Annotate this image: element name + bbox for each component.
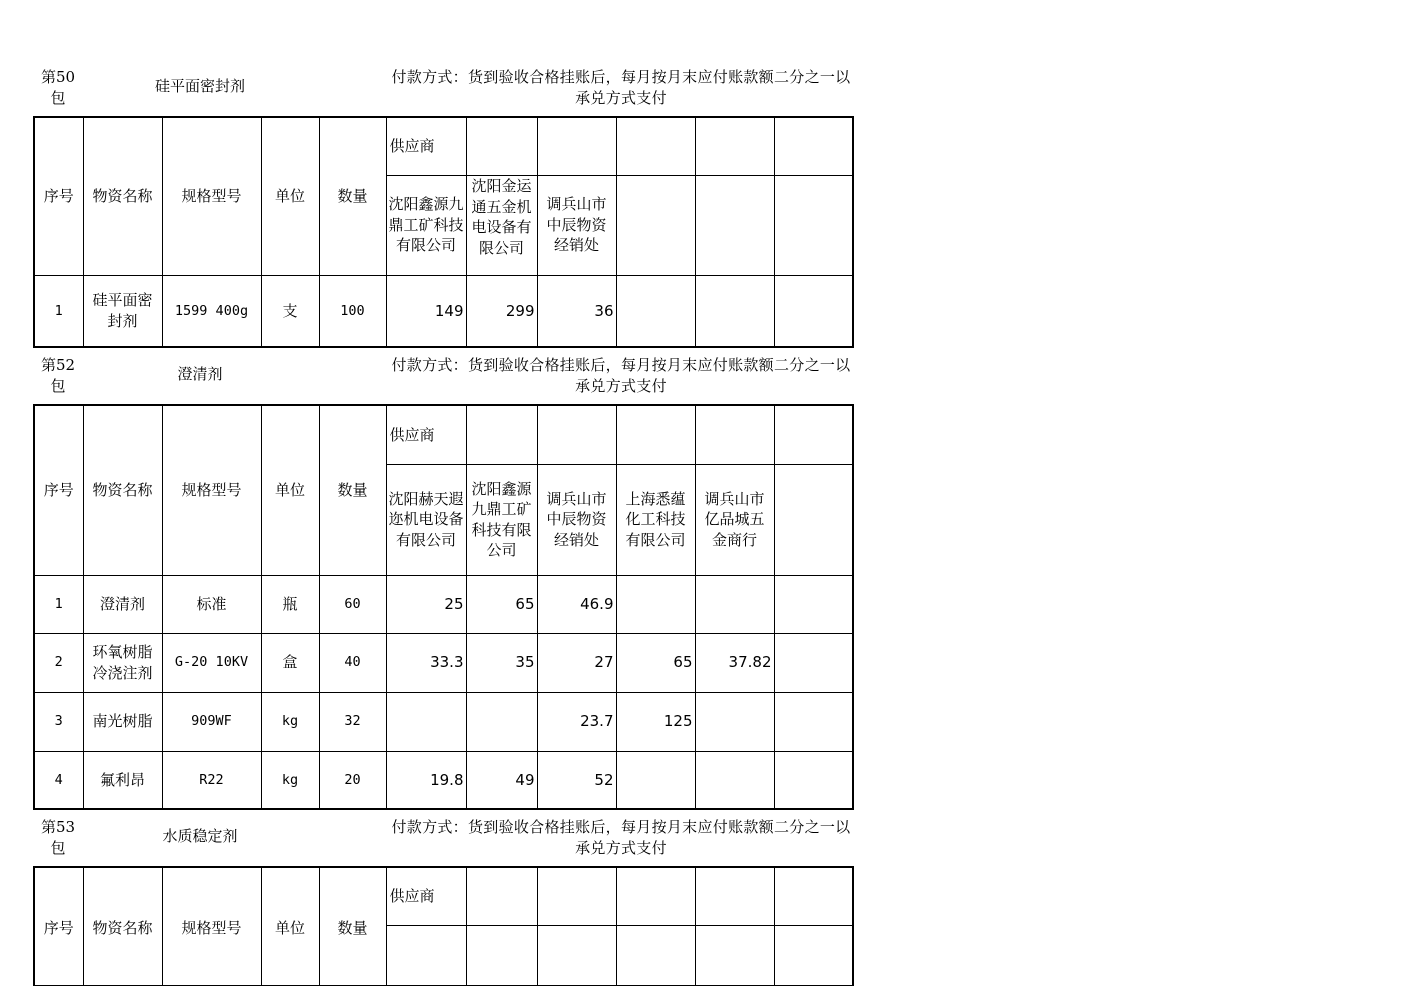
row-name: 澄清剂 <box>83 575 162 633</box>
row-price <box>695 751 774 809</box>
header-seq: 序号 <box>34 117 83 275</box>
row-price <box>386 692 466 751</box>
row-name: 硅平面密封剂 <box>83 275 162 347</box>
header-unit: 单位 <box>261 405 319 575</box>
supplier-name: 沈阳鑫源九鼎工矿科技有限公司 <box>466 464 537 575</box>
row-spec: G-20 10KV <box>162 633 261 692</box>
header-blank <box>616 867 695 925</box>
package-header-53 <box>33 817 855 861</box>
supplier-name: 上海悉蕴化工科技有限公司 <box>616 464 695 575</box>
package-name: 澄清剂 <box>177 365 223 383</box>
header-seq: 序号 <box>34 405 83 575</box>
supplier-name: 沈阳赫天遐迩机电设备有限公司 <box>386 464 466 575</box>
header-blank <box>774 117 853 175</box>
header-blank <box>695 117 774 175</box>
row-unit: 支 <box>261 275 319 347</box>
row-price <box>466 692 537 751</box>
row-price <box>695 275 774 347</box>
row-spec: R22 <box>162 751 261 809</box>
row-name: 南光树脂 <box>83 692 162 751</box>
header-unit: 单位 <box>261 867 319 985</box>
package-number: 第52 包 <box>40 356 76 395</box>
header-blank <box>466 867 537 925</box>
row-price <box>616 751 695 809</box>
row-spec: 909WF <box>162 692 261 751</box>
header-blank <box>537 405 616 464</box>
header-supplier: 供应商 <box>386 117 466 175</box>
row-price: 52 <box>537 751 616 809</box>
row-price: 35 <box>466 633 537 692</box>
row-price <box>774 692 853 751</box>
supplier-name <box>616 175 695 275</box>
row-unit: kg <box>261 692 319 751</box>
row-price: 33.3 <box>386 633 466 692</box>
row-price: 149 <box>386 275 466 347</box>
row-price <box>774 575 853 633</box>
row-unit: 盒 <box>261 633 319 692</box>
row-name: 氟利昂 <box>83 751 162 809</box>
row-price <box>774 275 853 347</box>
package-number: 第53 包 <box>40 818 76 857</box>
package-name: 硅平面密封剂 <box>154 77 245 95</box>
table-row <box>34 633 853 692</box>
row-name: 环氧树脂冷浇注剂 <box>83 633 162 692</box>
table-row <box>34 751 853 809</box>
row-price: 65 <box>616 633 695 692</box>
row-seq: 1 <box>34 275 83 347</box>
quote-table-53 <box>33 866 854 986</box>
header-blank <box>537 867 616 925</box>
row-unit: kg <box>261 751 319 809</box>
header-blank <box>695 867 774 925</box>
row-spec: 标准 <box>162 575 261 633</box>
supplier-name <box>695 175 774 275</box>
header-blank <box>616 117 695 175</box>
row-price <box>695 692 774 751</box>
row-unit: 瓶 <box>261 575 319 633</box>
table-row <box>34 692 853 751</box>
row-price: 125 <box>616 692 695 751</box>
row-price <box>616 575 695 633</box>
header-name: 物资名称 <box>83 117 162 275</box>
supplier-name <box>537 925 616 985</box>
row-seq: 4 <box>34 751 83 809</box>
header-blank <box>695 405 774 464</box>
quote-table-52 <box>33 404 854 810</box>
row-qty: 40 <box>319 633 386 692</box>
header-qty: 数量 <box>319 867 386 985</box>
supplier-name: 调兵山市中辰物资经销处 <box>537 464 616 575</box>
package-number: 第50 包 <box>40 68 76 107</box>
row-qty: 60 <box>319 575 386 633</box>
supplier-name <box>774 175 853 275</box>
row-price: 65 <box>466 575 537 633</box>
header-spec: 规格型号 <box>162 867 261 985</box>
header-spec: 规格型号 <box>162 117 261 275</box>
header-qty: 数量 <box>319 405 386 575</box>
payment-terms: 付款方式：货到验收合格挂账后，每月按月末应付账款额二分之一以承兑方式支付 <box>391 68 851 107</box>
supplier-name: 调兵山市中辰物资经销处 <box>537 175 616 275</box>
header-blank <box>466 117 537 175</box>
header-blank <box>616 405 695 464</box>
quote-table-50 <box>33 116 854 348</box>
package-name: 水质稳定剂 <box>162 827 238 845</box>
row-price: 46.9 <box>537 575 616 633</box>
row-qty: 32 <box>319 692 386 751</box>
row-qty: 20 <box>319 751 386 809</box>
package-header-52 <box>33 355 855 399</box>
header-supplier: 供应商 <box>386 405 466 464</box>
row-price: 23.7 <box>537 692 616 751</box>
row-price: 37.82 <box>695 633 774 692</box>
supplier-name <box>466 925 537 985</box>
row-price: 36 <box>537 275 616 347</box>
payment-terms: 付款方式：货到验收合格挂账后，每月按月末应付账款额二分之一以承兑方式支付 <box>391 356 851 395</box>
row-qty: 100 <box>319 275 386 347</box>
row-spec: 1599 400g <box>162 275 261 347</box>
row-seq: 2 <box>34 633 83 692</box>
supplier-name: 调兵山市亿品城五金商行 <box>695 464 774 575</box>
row-price <box>616 275 695 347</box>
header-seq: 序号 <box>34 867 83 985</box>
supplier-name <box>386 925 466 985</box>
supplier-name <box>616 925 695 985</box>
row-price: 299 <box>466 275 537 347</box>
header-spec: 规格型号 <box>162 405 261 575</box>
package-header-50 <box>33 67 855 111</box>
header-blank <box>774 405 853 464</box>
supplier-name <box>774 464 853 575</box>
header-qty: 数量 <box>319 117 386 275</box>
header-blank <box>537 117 616 175</box>
row-price <box>774 751 853 809</box>
supplier-name-clip: 沈阳金运通五金机电设备有限公司 <box>471 177 532 257</box>
table-viewport-clip <box>0 864 870 937</box>
payment-terms: 付款方式：货到验收合格挂账后，每月按月末应付账款额二分之一以承兑方式支付 <box>391 818 851 857</box>
row-price: 49 <box>466 751 537 809</box>
row-price: 27 <box>537 633 616 692</box>
row-price: 25 <box>386 575 466 633</box>
row-price: 19.8 <box>386 751 466 809</box>
row-seq: 1 <box>34 575 83 633</box>
supplier-name <box>466 175 537 275</box>
supplier-name <box>774 925 853 985</box>
table-row <box>34 275 853 347</box>
row-price <box>695 575 774 633</box>
row-seq: 3 <box>34 692 83 751</box>
header-name: 物资名称 <box>83 405 162 575</box>
supplier-name: 沈阳鑫源九鼎工矿科技有限公司 <box>386 175 466 275</box>
header-unit: 单位 <box>261 117 319 275</box>
supplier-name <box>695 925 774 985</box>
header-name: 物资名称 <box>83 867 162 985</box>
header-blank <box>466 405 537 464</box>
row-price <box>774 633 853 692</box>
header-blank <box>774 867 853 925</box>
header-supplier: 供应商 <box>386 867 466 925</box>
table-row <box>34 575 853 633</box>
